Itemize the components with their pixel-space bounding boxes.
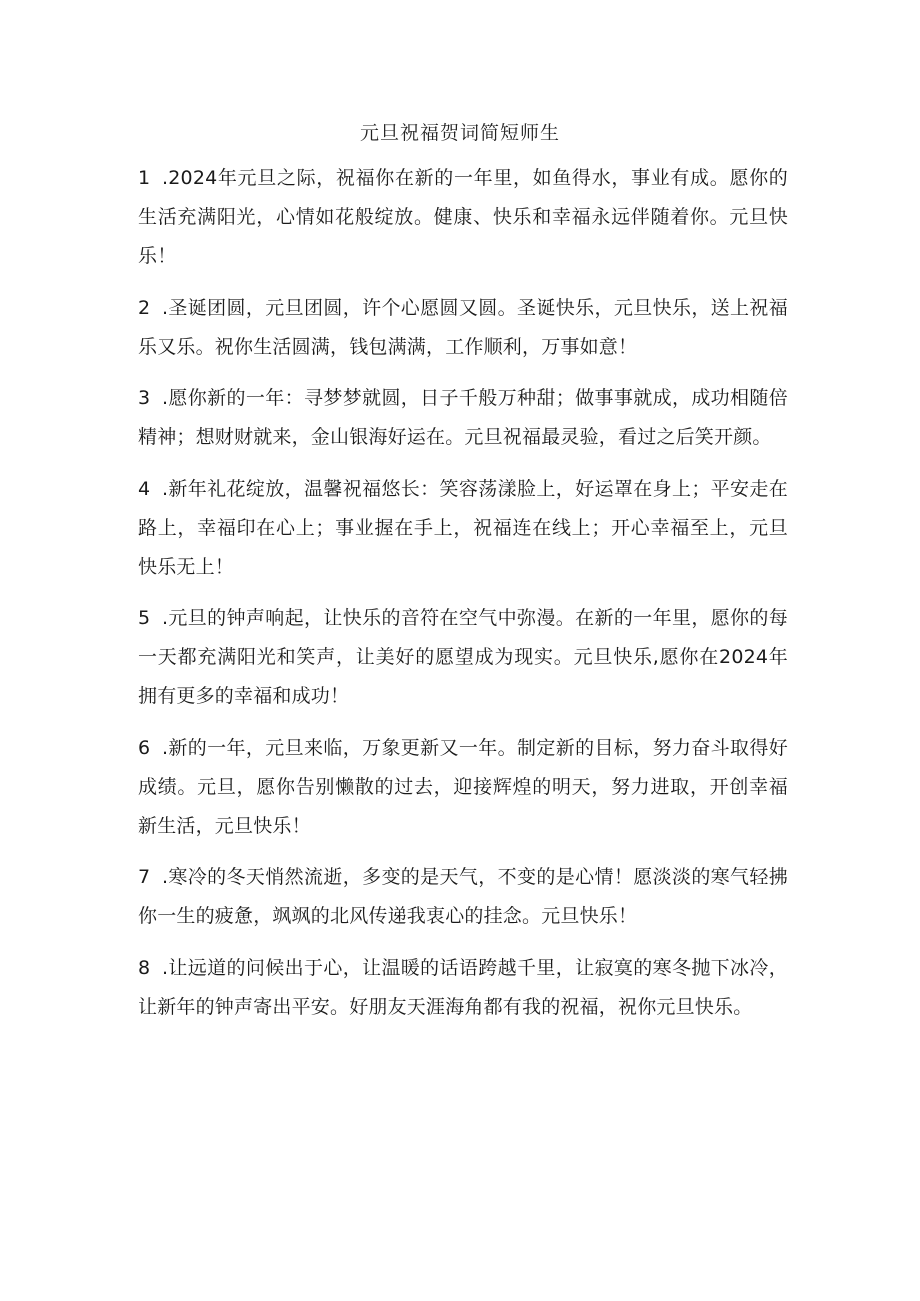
item-number: 8: [138, 956, 151, 979]
item-text: .圣诞团圆，元旦团圆，许个心愿圆又圆。圣诞快乐，元旦快乐，送上祝福乐又乐。祝你生活圆满，钱包满满，工作顺利，万事如意！: [138, 296, 788, 358]
list-item: [138, 470, 788, 587]
item-text: .让远道的问候出于心，让温暖的话语跨越千里，让寂寞的寒冬抛下冰冷，让新年的钟声寄出平安。好朋友天涯海角都有我的祝福，祝你元旦快乐。: [138, 956, 788, 1018]
item-number: 1: [138, 167, 151, 189]
item-text: .元旦的钟声响起，让快乐的音符在空气中弥漫。在新的一年里，愿你的每一天都充满阳光和笑声，让美好的愿望成为现实。元旦快乐,愿你在2024年拥有更多的幸福和成功！: [138, 607, 788, 707]
list-item: [138, 379, 788, 457]
item-number: 4: [138, 477, 151, 500]
item-text: .新年礼花绽放，温馨祝福悠长：笑容荡漾脸上，好运罩在身上；平安走在路上，幸福印在心上；事业握在手上，祝福连在线上；开心幸福至上，元旦快乐无上！: [138, 477, 788, 578]
blessing-list: [138, 159, 788, 1039]
item-text: .新的一年，元旦来临，万象更新又一年。制定新的目标，努力奋斗取得好成绩。元旦，愿你告别懒散的过去，迎接辉煌的明天，努力进取，开创幸福新生活，元旦快乐！: [138, 736, 788, 837]
item-text: .愿你新的一年：寻梦梦就圆，日子千般万种甜；做事事就成，成功相随倍精神；想财财就来，金山银海好运在。元旦祝福最灵验，看过之后笑开颜。: [138, 387, 788, 448]
item-number: 2: [138, 296, 151, 319]
list-item: [138, 949, 788, 1027]
list-item: [138, 159, 788, 276]
item-text: .寒冷的冬天悄然流逝，多变的是天气，不变的是心情！愿淡淡的寒气轻拂你一生的疲惫，飒飒的北风传递我衷心的挂念。元旦快乐！: [138, 866, 788, 927]
item-number: 6: [138, 736, 151, 759]
item-number: 7: [138, 866, 151, 888]
list-item: [138, 729, 788, 846]
document-title: 元旦祝福贺词简短师生: [359, 122, 560, 144]
item-text: .2024年元旦之际，祝福你在新的一年里，如鱼得水，事业有成。愿你的生活充满阳光，心情如花般绽放。健康、快乐和幸福永远伴随着你。元旦快乐！: [138, 167, 788, 267]
list-item: [138, 858, 788, 936]
list-item: [138, 599, 788, 716]
item-number: 3: [138, 387, 151, 409]
item-number: 5: [138, 607, 151, 629]
list-item: [138, 289, 788, 367]
